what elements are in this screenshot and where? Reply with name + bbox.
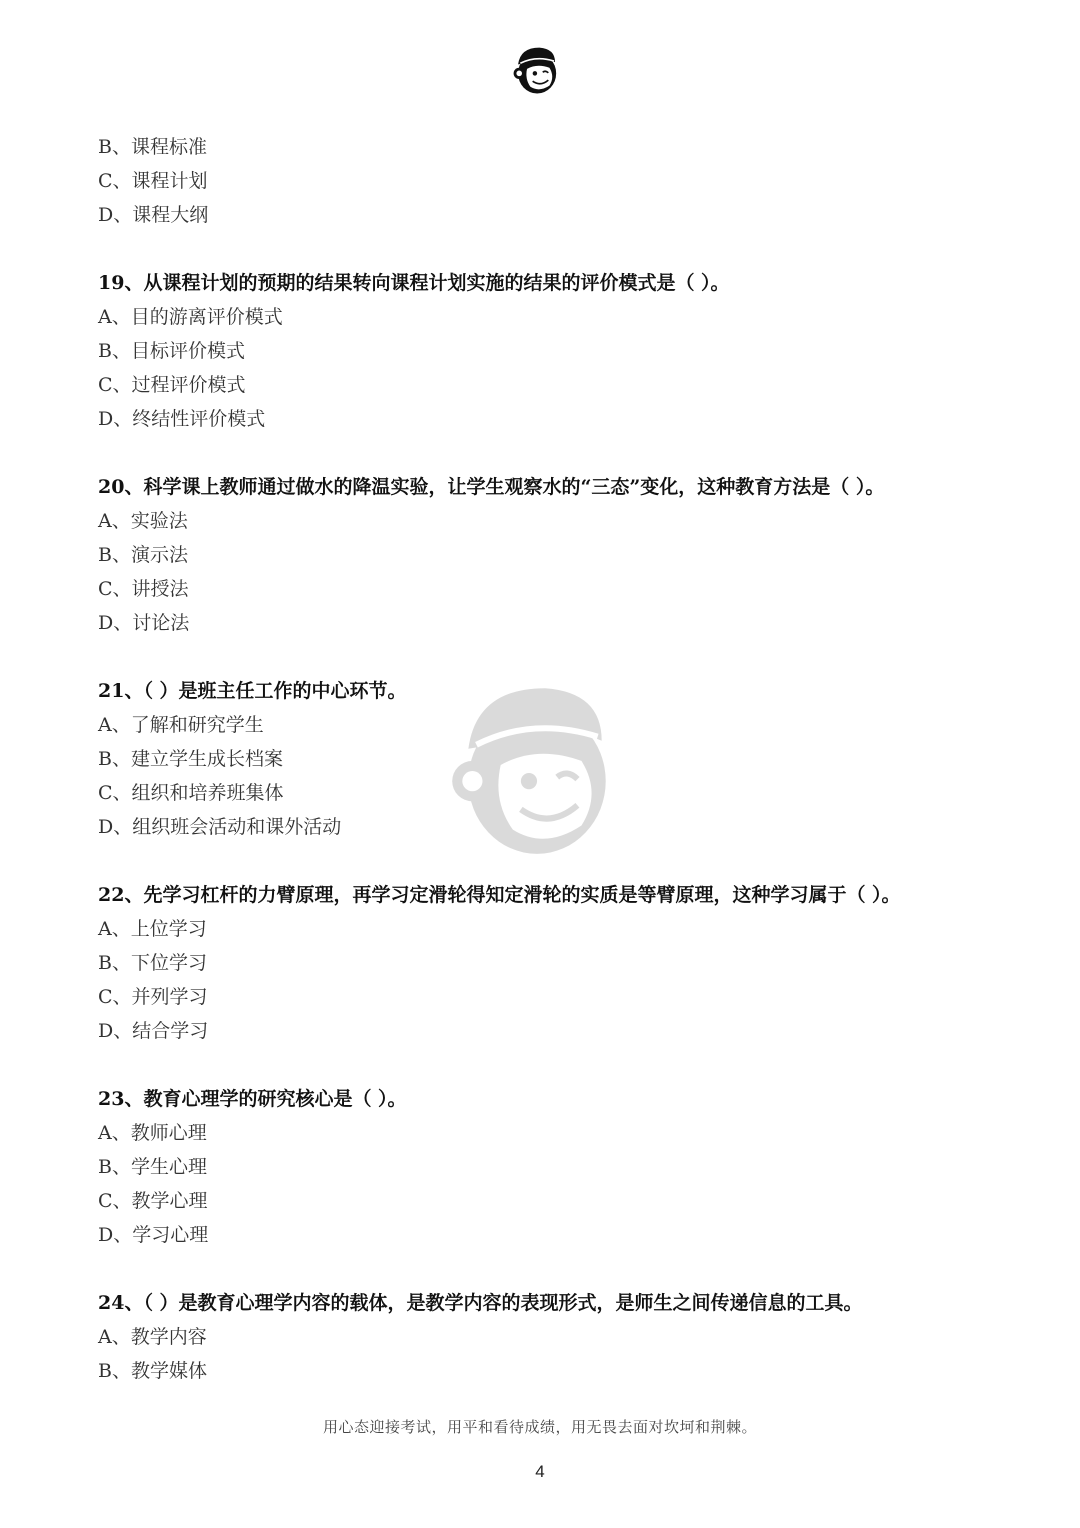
question-title: 19、从课程计划的预期的结果转向课程计划实施的结果的评价模式是（ ）。 <box>98 272 730 294</box>
question-title: 21、（ ）是班主任工作的中心环节。 <box>98 680 407 702</box>
option-a: A、教师心理 <box>98 1122 207 1144</box>
page-number: 4 <box>535 1462 545 1481</box>
question-title: 20、科学课上教师通过做水的降温实验，让学生观察水的“三态”变化，这种教育方法是（ ）。 <box>98 476 885 498</box>
option-d: D、组织班会活动和课外活动 <box>98 816 342 838</box>
option-d: D、终结性评价模式 <box>98 408 266 430</box>
option-a: A、目的游离评价模式 <box>98 306 283 328</box>
option-b: B、演示法 <box>98 544 188 566</box>
option-c: C、组织和培养班集体 <box>98 782 284 804</box>
monkey-mascot-icon <box>508 42 564 98</box>
option-a: A、上位学习 <box>98 918 207 940</box>
question-title: 22、先学习杠杆的力臂原理，再学习定滑轮得知定滑轮的实质是等臂原理，这种学习属于（ ）。 <box>98 884 901 906</box>
question-24 <box>98 1286 998 1388</box>
question-19 <box>98 266 998 436</box>
question-20 <box>98 470 998 640</box>
option-c: C、过程评价模式 <box>98 374 246 396</box>
option-d: D、课程大纲 <box>98 204 209 226</box>
option-b: B、教学媒体 <box>98 1360 207 1382</box>
option-a: A、教学内容 <box>98 1326 207 1348</box>
previous-question-options <box>98 130 998 232</box>
option-c: C、并列学习 <box>98 986 208 1008</box>
question-list <box>98 130 998 1388</box>
option-a: A、了解和研究学生 <box>98 714 264 736</box>
question-title: 24、（ ）是教育心理学内容的载体，是教学内容的表现形式，是师生之间传递信息的工具。 <box>98 1292 863 1314</box>
option-d: D、学习心理 <box>98 1224 209 1246</box>
option-b: B、目标评价模式 <box>98 340 245 362</box>
option-b: B、学生心理 <box>98 1156 207 1178</box>
option-c: C、讲授法 <box>98 578 189 600</box>
option-c: C、教学心理 <box>98 1190 208 1212</box>
option-b: B、下位学习 <box>98 952 207 974</box>
option-b: B、建立学生成长档案 <box>98 748 283 770</box>
question-22 <box>98 878 998 1048</box>
option-d: D、讨论法 <box>98 612 190 634</box>
option-a: A、实验法 <box>98 510 188 532</box>
question-title: 23、教育心理学的研究核心是（ ）。 <box>98 1088 407 1110</box>
footer-motto: 用心态迎接考试，用平和看待成绩，用无畏去面对坎坷和荆棘。 <box>322 1418 757 1436</box>
option-d: D、结合学习 <box>98 1020 209 1042</box>
question-21 <box>98 674 998 844</box>
option-c: C、课程计划 <box>98 170 208 192</box>
option-b: B、课程标准 <box>98 136 207 158</box>
question-23 <box>98 1082 998 1252</box>
